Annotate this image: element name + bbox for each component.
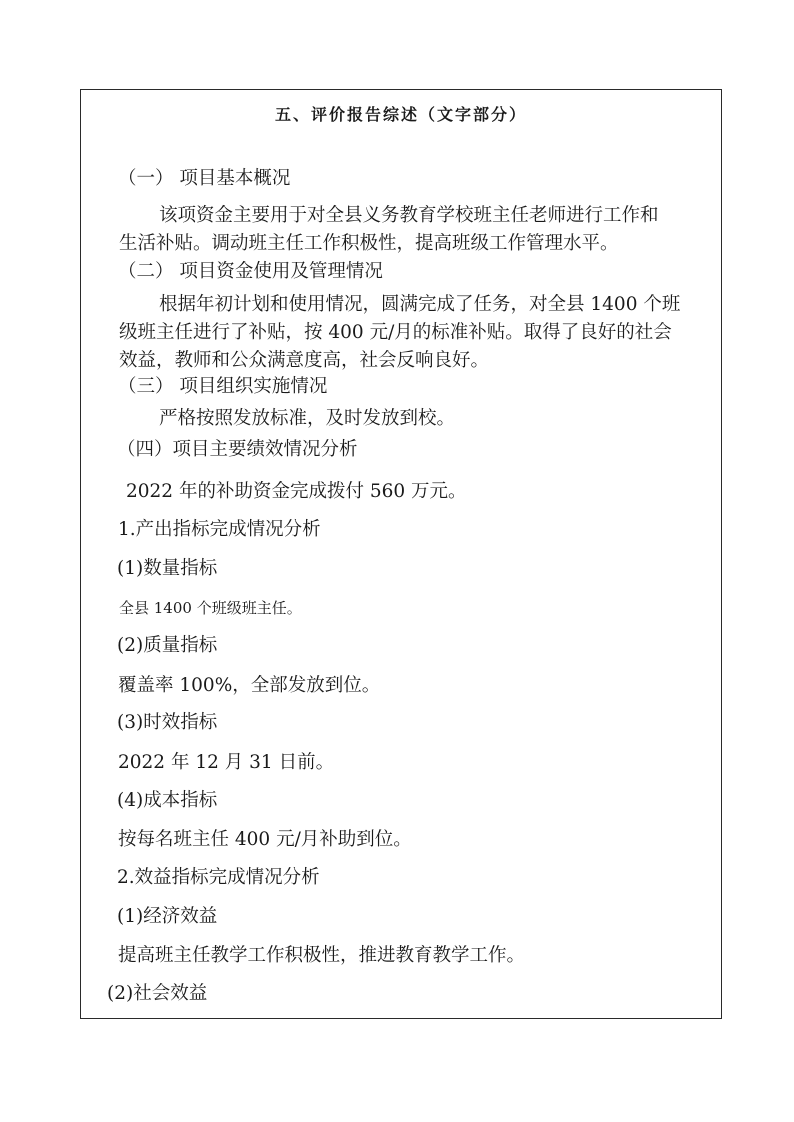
cost-indicator-text: 按每名班主任 400 元/月补助到位。 (118, 829, 412, 850)
quality-indicator-text: 覆盖率 100%，全部发放到位。 (118, 675, 381, 696)
economic-benefit-heading: (1)经济效益 (117, 906, 218, 927)
section-2-paragraph-line: 级班主任进行了补贴，按 400 元/月的标准补贴。取得了良好的社会 (119, 322, 672, 343)
section-2-heading: （二） 项目资金使用及管理情况 (118, 261, 383, 282)
timeliness-indicator-text: 2022 年 12 月 31 日前。 (118, 752, 335, 773)
section-1-paragraph-line: 生活补贴。调动班主任工作积极性，提高班级工作管理水平。 (119, 233, 619, 254)
output-indicators-heading: 1.产出指标完成情况分析 (118, 519, 321, 540)
section-1-heading: （一） 项目基本概况 (118, 168, 291, 189)
quality-indicator-heading: (2)质量指标 (117, 635, 218, 656)
social-benefit-heading: (2)社会效益 (107, 983, 208, 1004)
benefit-indicators-heading: 2.效益指标完成情况分析 (117, 867, 320, 888)
page-title: 五、评价报告综述（文字部分） (274, 105, 527, 124)
quantity-indicator-text: 全县 1400 个班级班主任。 (119, 599, 302, 617)
section-1-paragraph-line: 该项资金主要用于对全县义务教育学校班主任老师进行工作和 (159, 205, 659, 226)
section-4-heading: （四）项目主要绩效情况分析 (117, 439, 358, 460)
quantity-indicator-heading: (1)数量指标 (117, 558, 218, 579)
section-2-paragraph-line: 根据年初计划和使用情况，圆满完成了任务，对全县 1400 个班 (159, 294, 681, 315)
section-2-paragraph-line: 效益，教师和公众满意度高，社会反响良好。 (119, 350, 490, 371)
cost-indicator-heading: (4)成本指标 (117, 790, 218, 811)
section-4-paragraph-line: 2022 年的补助资金完成拨付 560 万元。 (126, 481, 467, 502)
section-3-paragraph-line: 严格按照发放标准，及时发放到校。 (159, 408, 456, 429)
timeliness-indicator-heading: (3)时效指标 (117, 712, 218, 733)
economic-benefit-text: 提高班主任教学工作积极性，推进教育教学工作。 (118, 945, 526, 966)
section-3-heading: （三） 项目组织实施情况 (118, 376, 328, 397)
